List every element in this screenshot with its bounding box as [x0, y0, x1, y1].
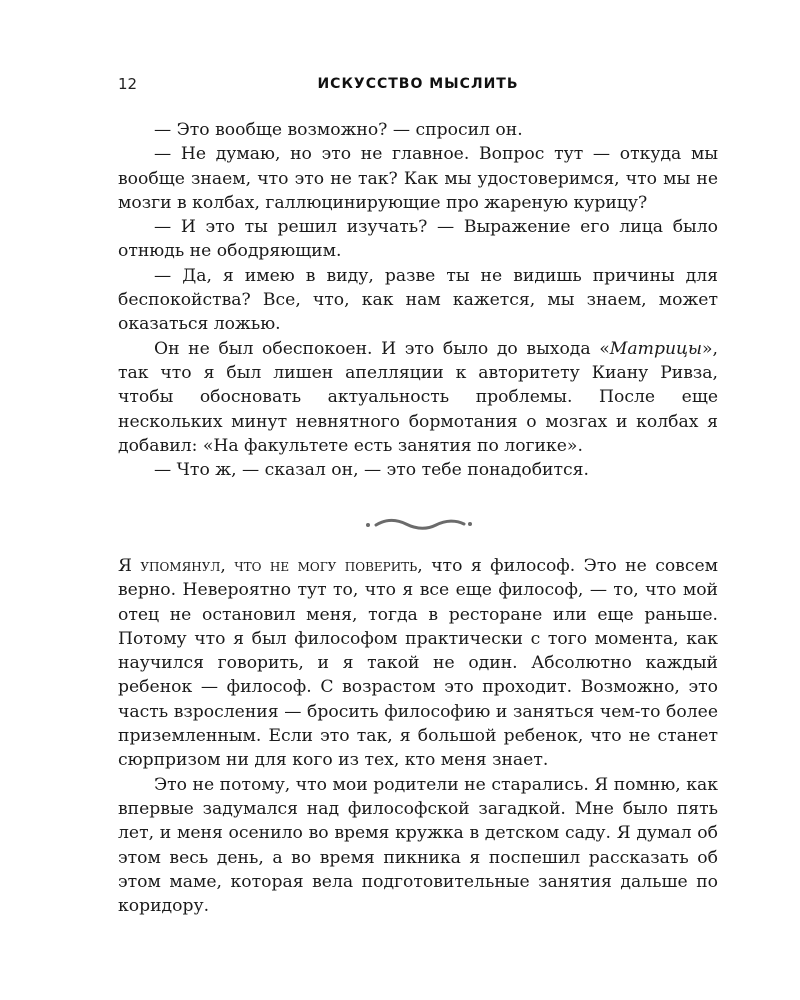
paragraph: Это не потому, что мои родители не старались. Я помню, как впервые задумался над философской загадкой. Мне было пять лет, и меня осенило во время кружка в детском саду. Я думал об этом весь день, а во время пикника я поспешил рассказать об этом маме, которая вела подготовительные занятия дальше по коридору.: [118, 774, 718, 917]
lead-in-small-caps: Я упомянул, что не могу поверить,: [118, 556, 423, 576]
narrative-section: [118, 554, 718, 918]
paragraph-text: », так что я был лишен апелляции к авторитету Киану Ривза, чтобы обосновать актуальность проблемы. После еще нескольких минут невнятного бормотания о мозгах и колбах я добавил: «На факультете есть занятия по логике».: [118, 338, 718, 456]
paragraph: [118, 554, 718, 773]
paragraph-text: Он не был обеспокоен. И это было до выхода «: [154, 338, 610, 359]
paragraph: — Не думаю, но это не главное. Вопрос тут — откуда мы вообще знаем, что это не так? Как мы удостоверимся, что мы не мозги в колбах, галлюцинирующие про жареную курицу?: [118, 144, 718, 213]
paragraph: — Это вообще возможно? — спросил он.: [154, 120, 523, 140]
movie-title: Матрицы: [609, 338, 703, 359]
paragraph: — Что ж, — сказал он, — это тебе понадобится.: [154, 460, 589, 481]
paragraph: [118, 337, 718, 458]
dialogue-section: [118, 118, 718, 482]
wavy-ornament-icon: [364, 515, 474, 535]
paragraph: — И это ты решил изучать? — Выражение его лица было отнюдь не ободряющим.: [118, 217, 718, 262]
page-number: 12: [118, 75, 138, 93]
paragraph-text: что я философ. Это не совсем верно. Невероятно тут то, что я все еще философ, — то, что мой отец не остановил меня, тогда в ресторане или еще раньше. Потому что я был философом практически с того момента, как научился говорить, и я такой не один. Абсолютно каждый ребенок — философ. С возрастом это проходит. Возможно, это часть взросления — бросить философию и заняться чем-то более приземленным. Если это так, я большой ребенок, что не станет сюрпризом ни для кого из тех, кто меня знает.: [118, 556, 719, 771]
running-head: [118, 72, 718, 96]
paragraph: — Да, я имею в виду, разве ты не видишь причины для беспокойства? Все, что, как нам кажется, мы знаем, может оказаться ложью.: [118, 265, 718, 335]
book-title: ИСКУССТВО МЫСЛИТЬ: [317, 76, 519, 92]
